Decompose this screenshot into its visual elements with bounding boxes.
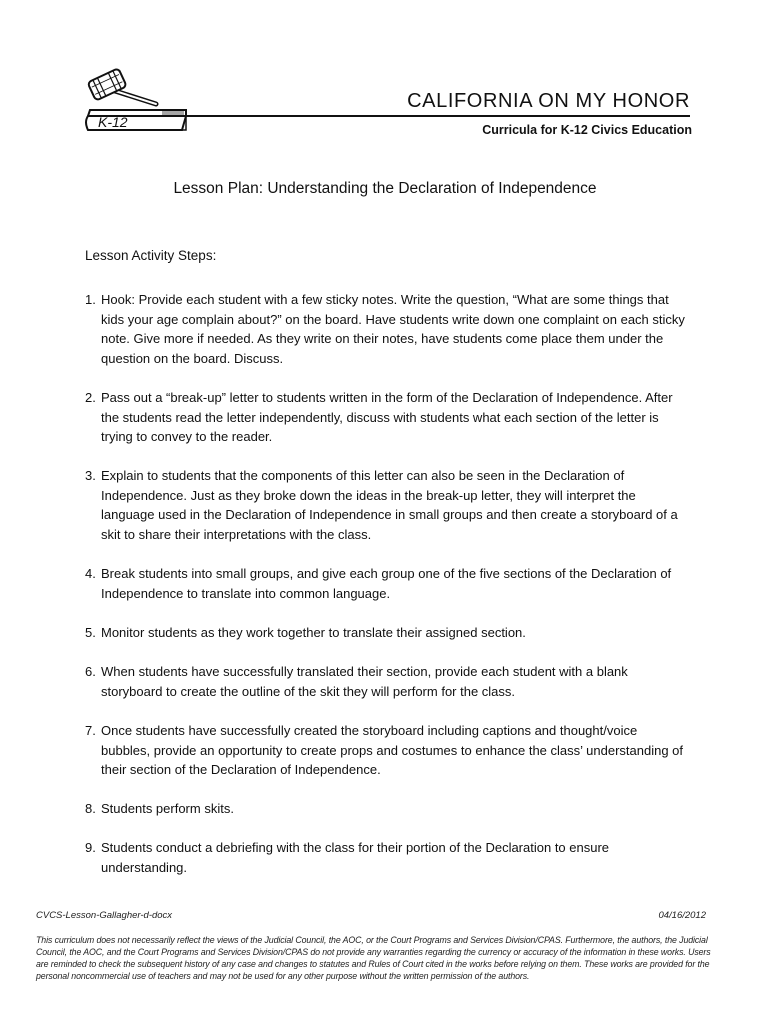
document-title: Lesson Plan: Understanding the Declaration of Independence [173, 180, 597, 197]
section-heading: Lesson Activity Steps: [85, 248, 217, 263]
logo-k12-text: K-12 [98, 114, 128, 130]
step-text: Once students have successfully created the storyboard including captions and thought/voice bubbles, provide an opportunity to create props and costumes to enhance the class’ understanding of their section of the Declaration of Independence. [101, 723, 684, 777]
step-text: Break students into small groups, and give each group one of the five sections of the Declaration of Independence to translate into common language. [101, 566, 672, 601]
step-number: 8. [85, 801, 96, 816]
brand-subtitle: Curricula for K-12 Civics Education [482, 123, 692, 137]
step-number: 5. [85, 625, 96, 640]
footer-disclaimer: This curriculum does not necessarily reflect the views of the Judicial Council, the AOC, or the Court Programs and Services Division/CPAS. Furthermore, the authors, the Judicial Council, the AOC, and the Court Programs and Services Division/CPAS do not provide any warranties regarding the currency or accuracy of the information in these works. Users are reminded to check the subsequent history of any case and changes to statutes and Rules of Court cited in the works before relying on them. These works are provided for the personal noncommercial use of teachers and may not be used for any other purpose without the written permission of the authors. [36, 935, 711, 981]
step-8 [85, 799, 685, 838]
step-7 [85, 721, 685, 799]
step-5 [85, 623, 685, 662]
step-number: 7. [85, 723, 96, 738]
footer-filename: CVCS-Lesson-Gallagher-d-docx [36, 910, 173, 921]
header-divider [185, 115, 690, 117]
step-text: Hook: Provide each student with a few sticky notes. Write the question, “What are some things that kids your age complain about?” on the board. Have students write down one complaint on each sticky note. Give more if needed. As they write on their notes, have students come place them under the question on the board. Discuss. [101, 292, 685, 366]
step-text: When students have successfully translated their section, provide each student with a blank storyboard to create the outline of the skit they will perform for the class. [101, 664, 628, 699]
step-text: Students conduct a debriefing with the class for their portion of the Declaration to ensure understanding. [101, 840, 610, 875]
brand-title: CALIFORNIA ON MY HONOR [407, 90, 690, 112]
step-number: 9. [85, 840, 96, 855]
book-icon [86, 110, 186, 130]
step-number: 3. [85, 468, 96, 483]
step-3 [85, 466, 685, 564]
step-text: Monitor students as they work together to translate their assigned section. [101, 625, 526, 640]
step-2 [85, 388, 685, 466]
step-number: 4. [85, 566, 96, 581]
step-4 [85, 564, 685, 623]
step-9 [85, 838, 685, 877]
gavel-icon [87, 68, 156, 104]
lesson-steps-list [85, 290, 685, 877]
step-text: Explain to students that the components of this letter can also be seen in the Declaration of Independence. Just as they broke down the ideas in the break-up letter, they will interpret the language used in the Declaration of Independence in small groups and then create a storyboard of a skit to share their interpretations with the class. [101, 468, 678, 542]
step-1 [85, 290, 685, 388]
step-6 [85, 662, 685, 721]
step-number: 6. [85, 664, 96, 679]
step-number: 2. [85, 390, 96, 405]
gavel-book-logo [82, 60, 192, 136]
step-text: Pass out a “break-up” letter to students written in the form of the Declaration of Independence. After the students read the letter independently, discuss with students what each section of the letter is trying to convey to the reader. [101, 390, 673, 444]
step-text: Students perform skits. [101, 801, 234, 816]
step-number: 1. [85, 292, 96, 307]
footer-date: 04/16/2012 [658, 910, 706, 921]
